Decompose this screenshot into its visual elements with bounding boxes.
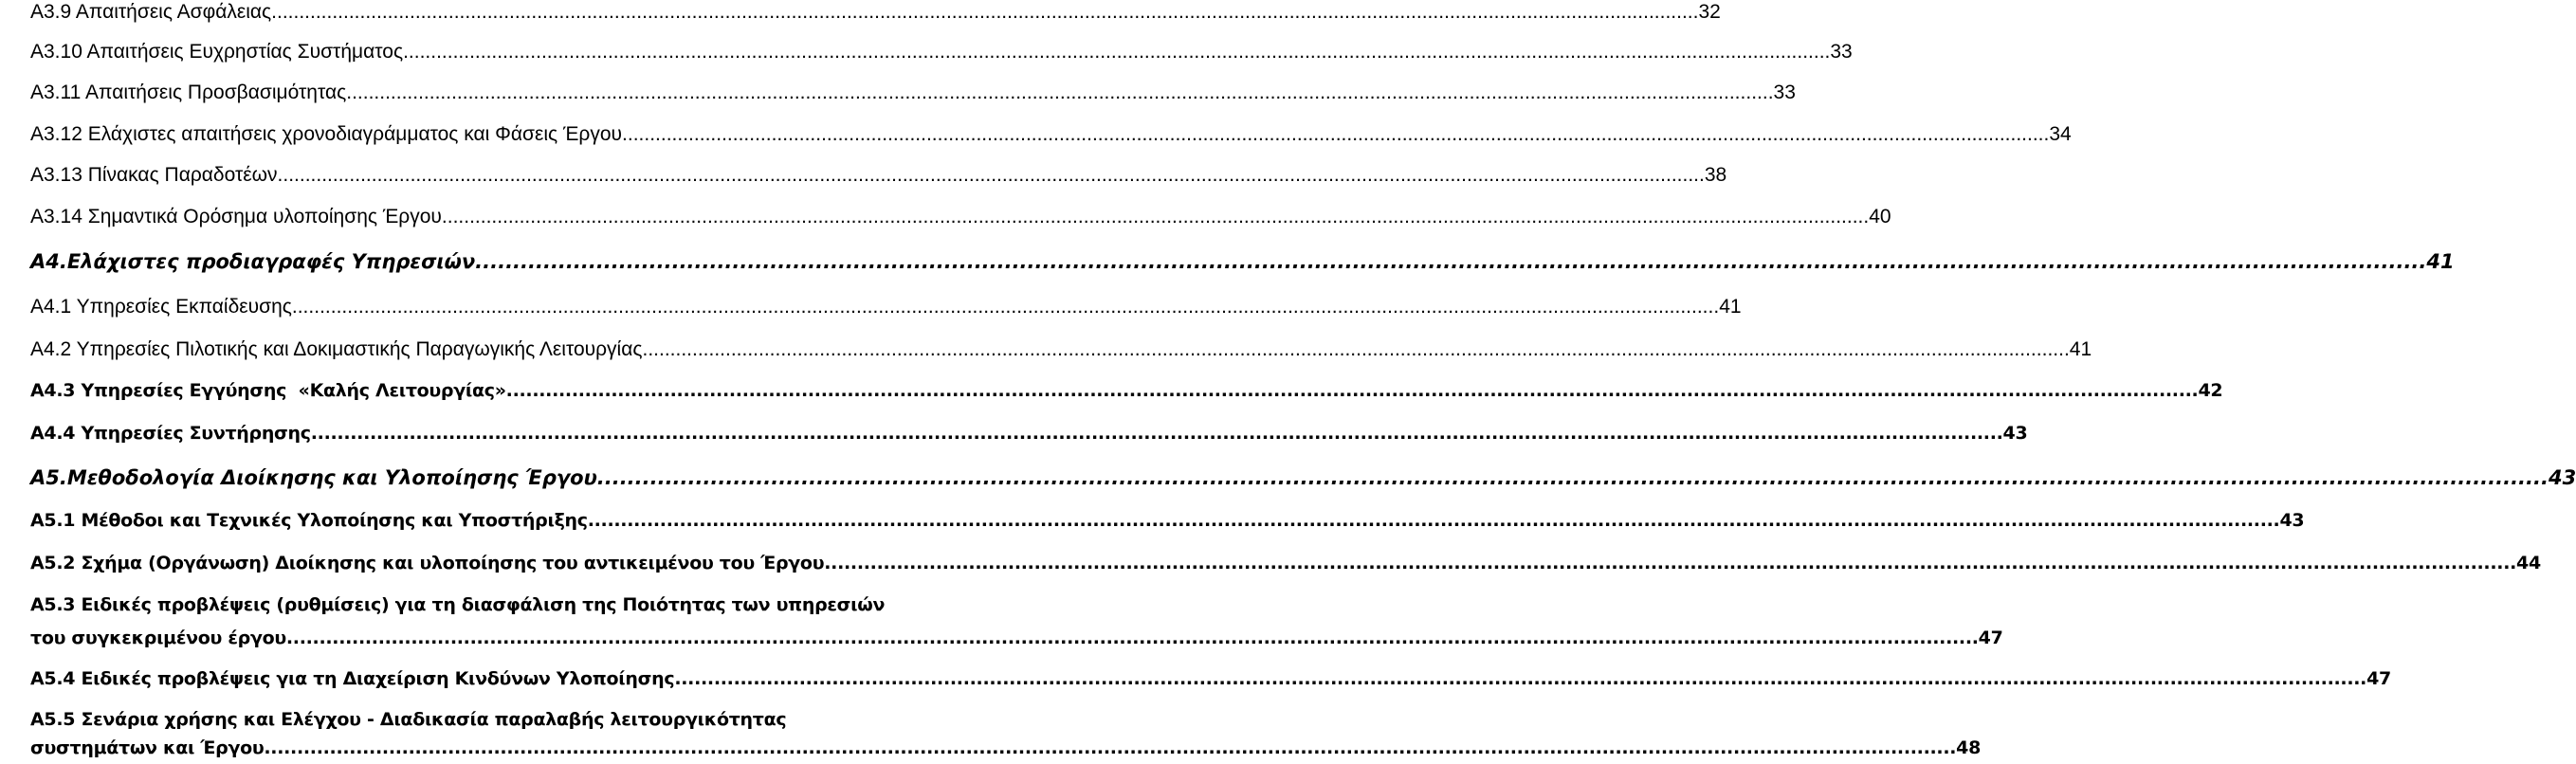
dot-leader: ..................................................................................................................................................................................................................................................................: [285, 628, 1979, 648]
dot-leader: ..................................................................................................................................................................................................................................................................: [505, 380, 2199, 401]
dot-leader: ..................................................................................................................................................................................................................................................................: [403, 41, 1831, 63]
toc-entry-title: Α3.14 Σημαντικά Ορόσημα υλοποίησης Έργου: [30, 206, 442, 227]
toc-entry-a4-2[interactable]: [30, 338, 2092, 361]
toc-entry-a5-3[interactable]: [30, 594, 2003, 648]
toc-entry-a4-1[interactable]: [30, 296, 1742, 318]
toc-entry-a3-12[interactable]: [30, 123, 2072, 146]
dot-leader: ..................................................................................................................................................................................................................................................................: [622, 123, 2050, 145]
toc-entry-page: 41: [2069, 338, 2092, 360]
toc-entry-a4-4[interactable]: [30, 423, 2028, 444]
toc-entry-title: Α3.11 Απαιτήσεις Προσβασιμότητας: [30, 82, 347, 103]
toc-entry-title-line1: Α5.5 Σενάρια χρήσης και Ελέγχου - Διαδικασία παραλαβής λειτουργικότητας: [30, 709, 787, 730]
toc-entry-a4[interactable]: [30, 250, 2455, 273]
toc-entry-title-line2: του συγκεκριμένου έργου: [30, 628, 286, 648]
toc-entry-title: Α5.2 Σχήμα (Οργάνωση) Διοίκησης και υλοποίησης του αντικειμένου του Έργου: [30, 553, 825, 573]
toc-entry-page: 40: [1869, 206, 1891, 227]
toc-entry-title: Α5.Μεθοδολογία Διοίκησης και Υλοποίησης Έργου: [30, 466, 597, 489]
toc-entry-page: 33: [1830, 41, 1853, 63]
toc-entry-page: 38: [1704, 164, 1727, 186]
toc-entry-a3-9[interactable]: [30, 1, 1721, 24]
dot-leader: ..................................................................................................................................................................................................................................................................: [642, 338, 2070, 360]
dot-leader: ..................................................................................................................................................................................................................................................................: [310, 423, 2003, 444]
toc-entry-a3-10[interactable]: [30, 41, 1853, 64]
toc-entry-page: 47: [2366, 668, 2391, 689]
dot-leader: ..................................................................................................................................................................................................................................................................: [441, 206, 1870, 227]
toc-entry-title: Α4.1 Υπηρεσίες Εκπαίδευσης: [30, 296, 292, 318]
toc-entry-a5-2[interactable]: [30, 553, 2541, 573]
toc-entry-page: 43: [2548, 466, 2576, 489]
toc-entry-a5[interactable]: [30, 466, 2576, 489]
toc-entry-page: 43: [2002, 423, 2028, 444]
toc-entry-title: Α4.Ελάχιστες προδιαγραφές Υπηρεσιών: [30, 250, 476, 273]
toc-entry-title-line1: Α5.3 Ειδικές προβλέψεις (ρυθμίσεις) για τη διασφάλιση της Ποιότητας των υπηρεσιών: [30, 594, 886, 615]
toc-entry-a5-5[interactable]: [30, 709, 1982, 758]
dot-leader: ..................................................................................................................................................................................................................................................................: [277, 164, 1705, 186]
toc-entry-page: 48: [1956, 737, 1982, 758]
toc-entry-title: Α4.4 Υπηρεσίες Συντήρησης: [30, 423, 311, 444]
toc-entry-a3-11[interactable]: [30, 82, 1796, 104]
toc-entry-title-line2: συστημάτων και Έργου: [30, 737, 265, 758]
toc-entry-title: Α3.12 Ελάχιστες απαιτήσεις χρονοδιαγράμματος και Φάσεις Έργου: [30, 123, 623, 145]
toc-entry-a3-14[interactable]: [30, 206, 1891, 228]
toc-entry-a4-3[interactable]: [30, 380, 2223, 401]
toc-entry-page: 43: [2279, 510, 2305, 531]
toc-entry-title: Α3.10 Απαιτήσεις Ευχρηστίας Συστήματος: [30, 41, 404, 63]
toc-entry-title: Α4.2 Υπηρεσίες Πιλοτικής και Δοκιμαστικής Παραγωγικής Λειτουργίας: [30, 338, 643, 360]
dot-leader: ..................................................................................................................................................................................................................................................................: [596, 466, 2549, 489]
toc-entry-page: 47: [1978, 628, 2003, 648]
dot-leader: ..................................................................................................................................................................................................................................................................: [587, 510, 2280, 531]
toc-entry-page: 41: [1719, 296, 1742, 318]
dot-leader: ..................................................................................................................................................................................................................................................................: [824, 553, 2517, 573]
dot-leader: ..................................................................................................................................................................................................................................................................: [475, 250, 2427, 273]
toc-entry-page: 32: [1698, 1, 1721, 23]
dot-leader: ..................................................................................................................................................................................................................................................................: [264, 737, 1957, 758]
toc-entry-a5-1[interactable]: [30, 510, 2305, 531]
toc-entry-page: 33: [1773, 82, 1796, 103]
dot-leader: ..................................................................................................................................................................................................................................................................: [346, 82, 1774, 103]
toc-entry-title: Α5.1 Μέθοδοι και Τεχνικές Υλοποίησης και Υποστήριξης: [30, 510, 588, 531]
toc-entry-page: 44: [2516, 553, 2541, 573]
dot-leader: ..................................................................................................................................................................................................................................................................: [674, 668, 2367, 689]
toc-entry-title: Α3.9 Απαιτήσεις Ασφάλειας: [30, 1, 272, 23]
dot-leader: ..................................................................................................................................................................................................................................................................: [271, 1, 1699, 23]
toc-entry-title: Α5.4 Ειδικές προβλέψεις για τη Διαχείριση Κινδύνων Υλοποίησης: [30, 668, 675, 689]
toc-entry-page: 42: [2198, 380, 2223, 401]
toc-entry-a3-13[interactable]: [30, 164, 1727, 187]
toc-entry-a5-4[interactable]: [30, 668, 2391, 689]
toc-entry-page: 41: [2426, 250, 2455, 273]
toc-entry-title: Α3.13 Πίνακας Παραδοτέων: [30, 164, 278, 186]
dot-leader: ..................................................................................................................................................................................................................................................................: [291, 296, 1720, 318]
toc-entry-title: Α4.3 Υπηρεσίες Εγγύησης «Καλής Λειτουργίας»: [30, 380, 506, 401]
toc-entry-page: 34: [2049, 123, 2072, 145]
